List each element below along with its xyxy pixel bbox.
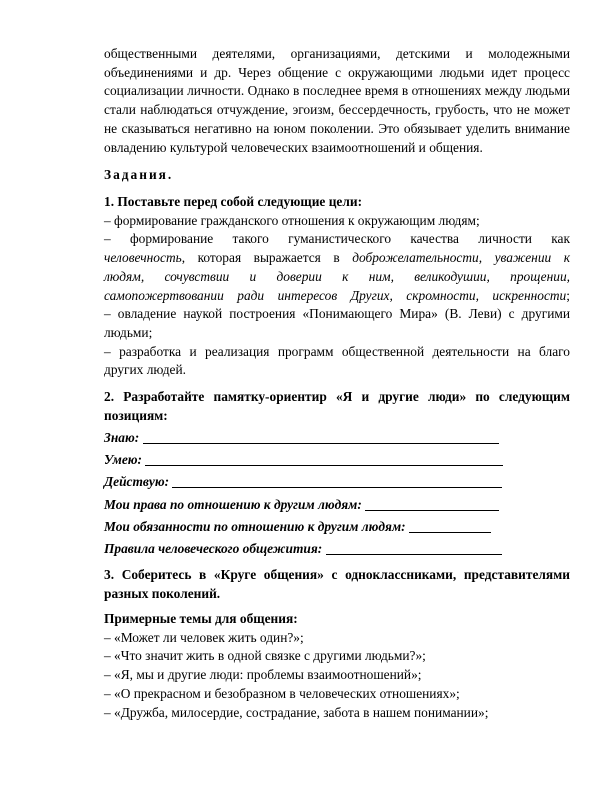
topic-item: – «О прекрасном и безобразном в человеческих отношениях»; — [104, 685, 460, 701]
task1-goal-line: людям, сочувствии и доверии к ним, великодушии, прощении, — [104, 268, 570, 284]
memo-field — [104, 451, 570, 470]
emphasis-text: самопожертвовании ради интересов Других, скромности, искренности — [104, 287, 567, 303]
plain-text: ; — [566, 287, 570, 303]
task2-title: позициям: — [104, 407, 168, 423]
memo-field — [104, 429, 570, 448]
task1-goal: – формирование такого гуманистического качества личности как — [104, 231, 570, 247]
task1-goal: – разработка и реализация программ общественной деятельности на благо — [104, 343, 570, 359]
intro-line: общественными деятелями, организациями, детскими и молодежными — [104, 46, 570, 61]
intro-line: объединениями и др. Через общение с окружающими людьми идет процесс — [104, 64, 570, 80]
memo-field-label: Мои права по отношению к другим людям: — [104, 497, 362, 512]
plain-text: , которая выражается в — [181, 250, 353, 266]
memo-field-label: Мои обязанности по отношению к другим людям: — [104, 519, 406, 534]
topic-item: – «Может ли человек жить один?»; — [104, 629, 304, 645]
memo-field — [104, 540, 570, 559]
memo-field-label: Знаю: — [104, 430, 140, 445]
intro-line: овладению культурой человеческих взаимоотношений и общения. — [104, 139, 483, 155]
blank-line[interactable] — [143, 443, 499, 444]
task1-goal-line — [104, 249, 570, 268]
memo-field-label: Правила человеческого общежития: — [104, 541, 323, 556]
topic-item: – «Я, мы и другие люди: проблемы взаимоотношений»; — [104, 667, 422, 683]
intro-line: не сказываться негативно на юном поколении. Это обязывает уделить внимание — [104, 120, 570, 136]
emphasis-text: человечность — [104, 250, 182, 266]
tasks-heading: Задания. — [104, 167, 174, 182]
task3-title: 3. Соберитесь в «Круге общения» с одноклассниками, представителями — [104, 567, 570, 582]
topic-item: – «Что значит жить в одной связке с другими людьми?»; — [104, 648, 426, 664]
task1-goal-line: людьми; — [104, 324, 153, 340]
task1-goal: – формирование гражданского отношения к окружающим людям; — [104, 212, 480, 228]
intro-line: социализации личности. Однако в последнее время в отношениях между людьми — [104, 83, 570, 99]
memo-field — [104, 518, 570, 537]
memo-field-label: Действую: — [104, 474, 170, 489]
task1-goal-line — [104, 287, 570, 306]
task3-title: разных поколений. — [104, 585, 221, 601]
intro-line: стали наблюдаться отчуждение, эгоизм, бессердечность, грубость, что не может — [104, 102, 570, 118]
memo-field — [104, 496, 570, 515]
task1-goal: – овладение наукой построения «Понимающего Мира» (В. Леви) с другими — [104, 306, 570, 322]
emphasis-text: доброжелательности, уважении к — [352, 250, 570, 266]
topics-heading: Примерные темы для общения: — [104, 611, 298, 626]
blank-line[interactable] — [365, 510, 499, 511]
memo-field-label: Умею: — [104, 452, 143, 467]
blank-line[interactable] — [145, 465, 503, 466]
topic-item: – «Дружба, милосердие, сострадание, забота в нашем понимании»; — [104, 704, 489, 720]
task1-title: 1. Поставьте перед собой следующие цели: — [104, 194, 363, 209]
blank-line[interactable] — [326, 554, 502, 555]
blank-line[interactable] — [172, 487, 502, 488]
task1-goal-line: других людей. — [104, 362, 187, 378]
blank-line[interactable] — [409, 532, 491, 533]
task2-title: 2. Разработайте памятку-ориентир «Я и другие люди» по следующим — [104, 389, 570, 404]
memo-field — [104, 473, 570, 492]
